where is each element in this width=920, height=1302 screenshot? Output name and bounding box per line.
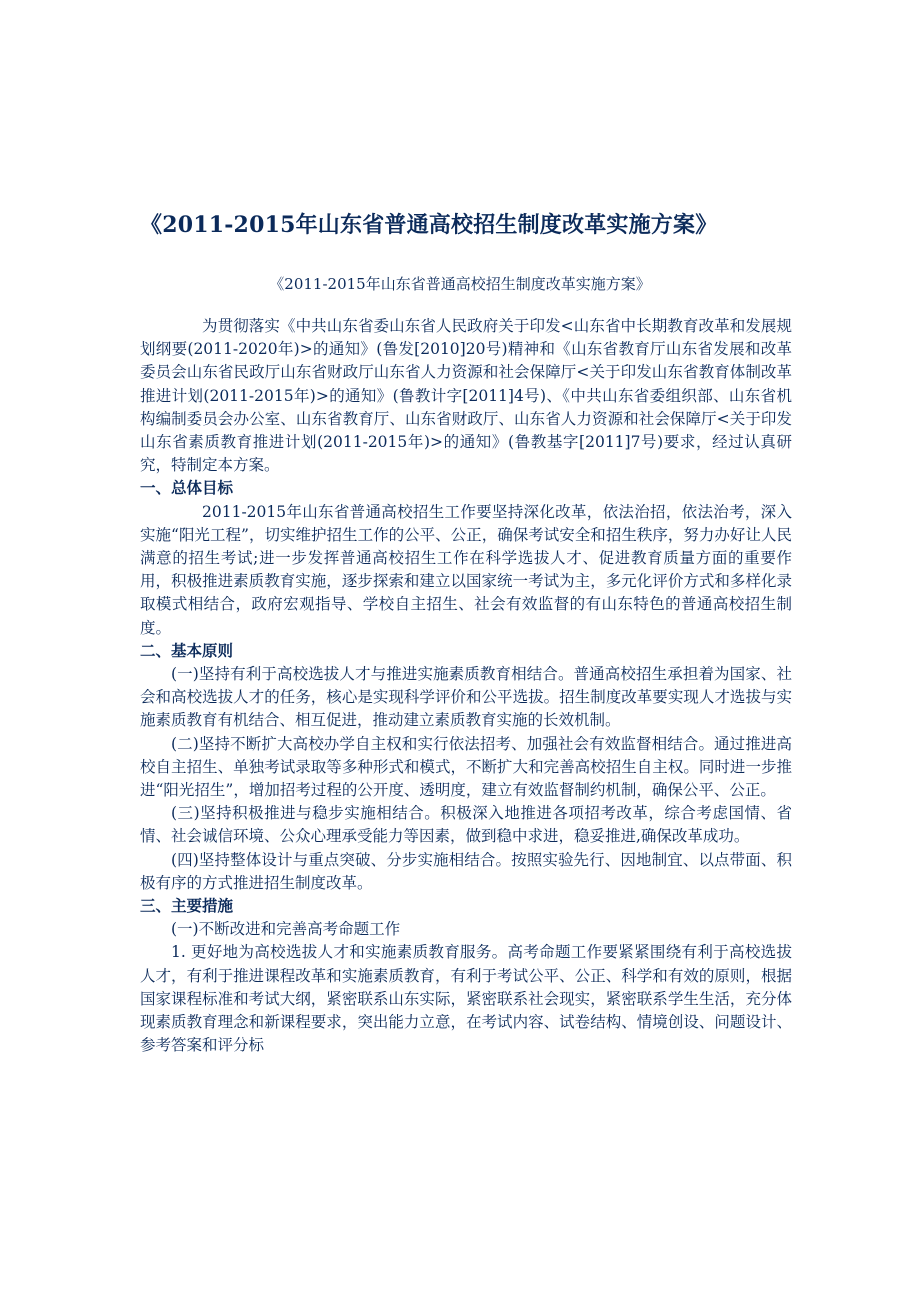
section-heading-goals: 一、总体目标 xyxy=(140,479,234,498)
principle-paragraph-3: (三)坚持积极推进与稳步实施相结合。积极深入地推进各项招考改革，综合考虑国情、省情、社会诚信环境、公众心理承受能力等因素，做到稳中求进，稳妥推进,确保改革成功。 xyxy=(140,804,792,846)
document-title: 《2011-2015年山东省普通高校招生制度改革实施方案》 xyxy=(140,212,718,238)
intro-paragraph: 为贯彻落实《中共山东省委山东省人民政府关于印发<山东省中长期教育改革和发展规划纲要(2011-2020年)>的通知》(鲁发[2010]20号)精神和《山东省教育厅山东省发展和改革委员会山东省民政厅山东省财政厅山东省人力资源和社会保障厅<关于印发山东省教育体制改革推进计划(2011-2015年)>的通知》(鲁教计字[2011]4号)、《中共山东省委组织部、山东省机构编制委员会办公室、山东省教育厅、山东省财政厅、山东省人力资源和社会保障厅<关于印发山东省素质教育推进计划(2011-2015年)>的通知》(鲁教基字[2011]7号)要求，经过认真研究，特制定本方案。 xyxy=(140,317,792,475)
section-heading-measures: 三、主要措施 xyxy=(140,897,234,916)
principle-paragraph-2: (二)坚持不断扩大高校办学自主权和实行依法招考、加强社会有效监督相结合。通过推进高校自主招生、单独考试录取等多种形式和模式，不断扩大和完善高校招生自主权。同时进一步推进“阳光招生”，增加招考过程的公开度、透明度，建立有效监督制约机制，确保公平、公正。 xyxy=(140,734,792,800)
document-subtitle: 《2011-2015年山东省普通高校招生制度改革实施方案》 xyxy=(269,275,651,293)
measure-item-1: 1. 更好地为高校选拔人才和实施素质教育服务。高考命题工作要紧紧围绕有利于高校选拔人才，有利于推进课程改革和实施素质教育，有利于考试公平、公正、科学和有效的原则，根据国家课程标准和考试大纲，紧密联系山东实际，紧密联系社会现实，紧密联系学生生活，充分体现素质教育理念和新课程要求，突出能力立意，在考试内容、试卷结构、情境创设、问题设计、参考答案和评分标 xyxy=(140,943,792,1055)
measure-subheading-1: (一)不断改进和完善高考命题工作 xyxy=(171,920,401,939)
goals-paragraph: 2011-2015年山东省普通高校招生工作要坚持深化改革，依法治招，依法治考，深入实施“阳光工程”，切实维护招生工作的公平、公正，确保考试安全和招生秩序，努力办好让人民满意的招生考试;进一步发挥普通高校招生工作在科学选拔人才、促进教育质量方面的重要作用，积极推进素质教育实施，逐步探索和建立以国家统一考试为主，多元化评价方式和多样化录取模式相结合，政府宏观指导、学校自主招生、社会有效监督的有山东特色的普通高校招生制度。 xyxy=(140,502,792,637)
section-heading-principles: 二、基本原则 xyxy=(140,641,234,660)
principle-paragraph-1: (一)坚持有利于高校选拔人才与推进实施素质教育相结合。普通高校招生承担着为国家、社会和高校选拔人才的任务，核心是实现科学评价和公平选拔。招生制度改革要实现人才选拔与实施素质教育有机结合、相互促进，推动建立素质教育实施的长效机制。 xyxy=(140,665,792,730)
principle-paragraph-4: (四)坚持整体设计与重点突破、分步实施相结合。按照实验先行、因地制宜、以点带面、积极有序的方式推进招生制度改革。 xyxy=(140,850,792,892)
document-body xyxy=(140,315,792,1058)
